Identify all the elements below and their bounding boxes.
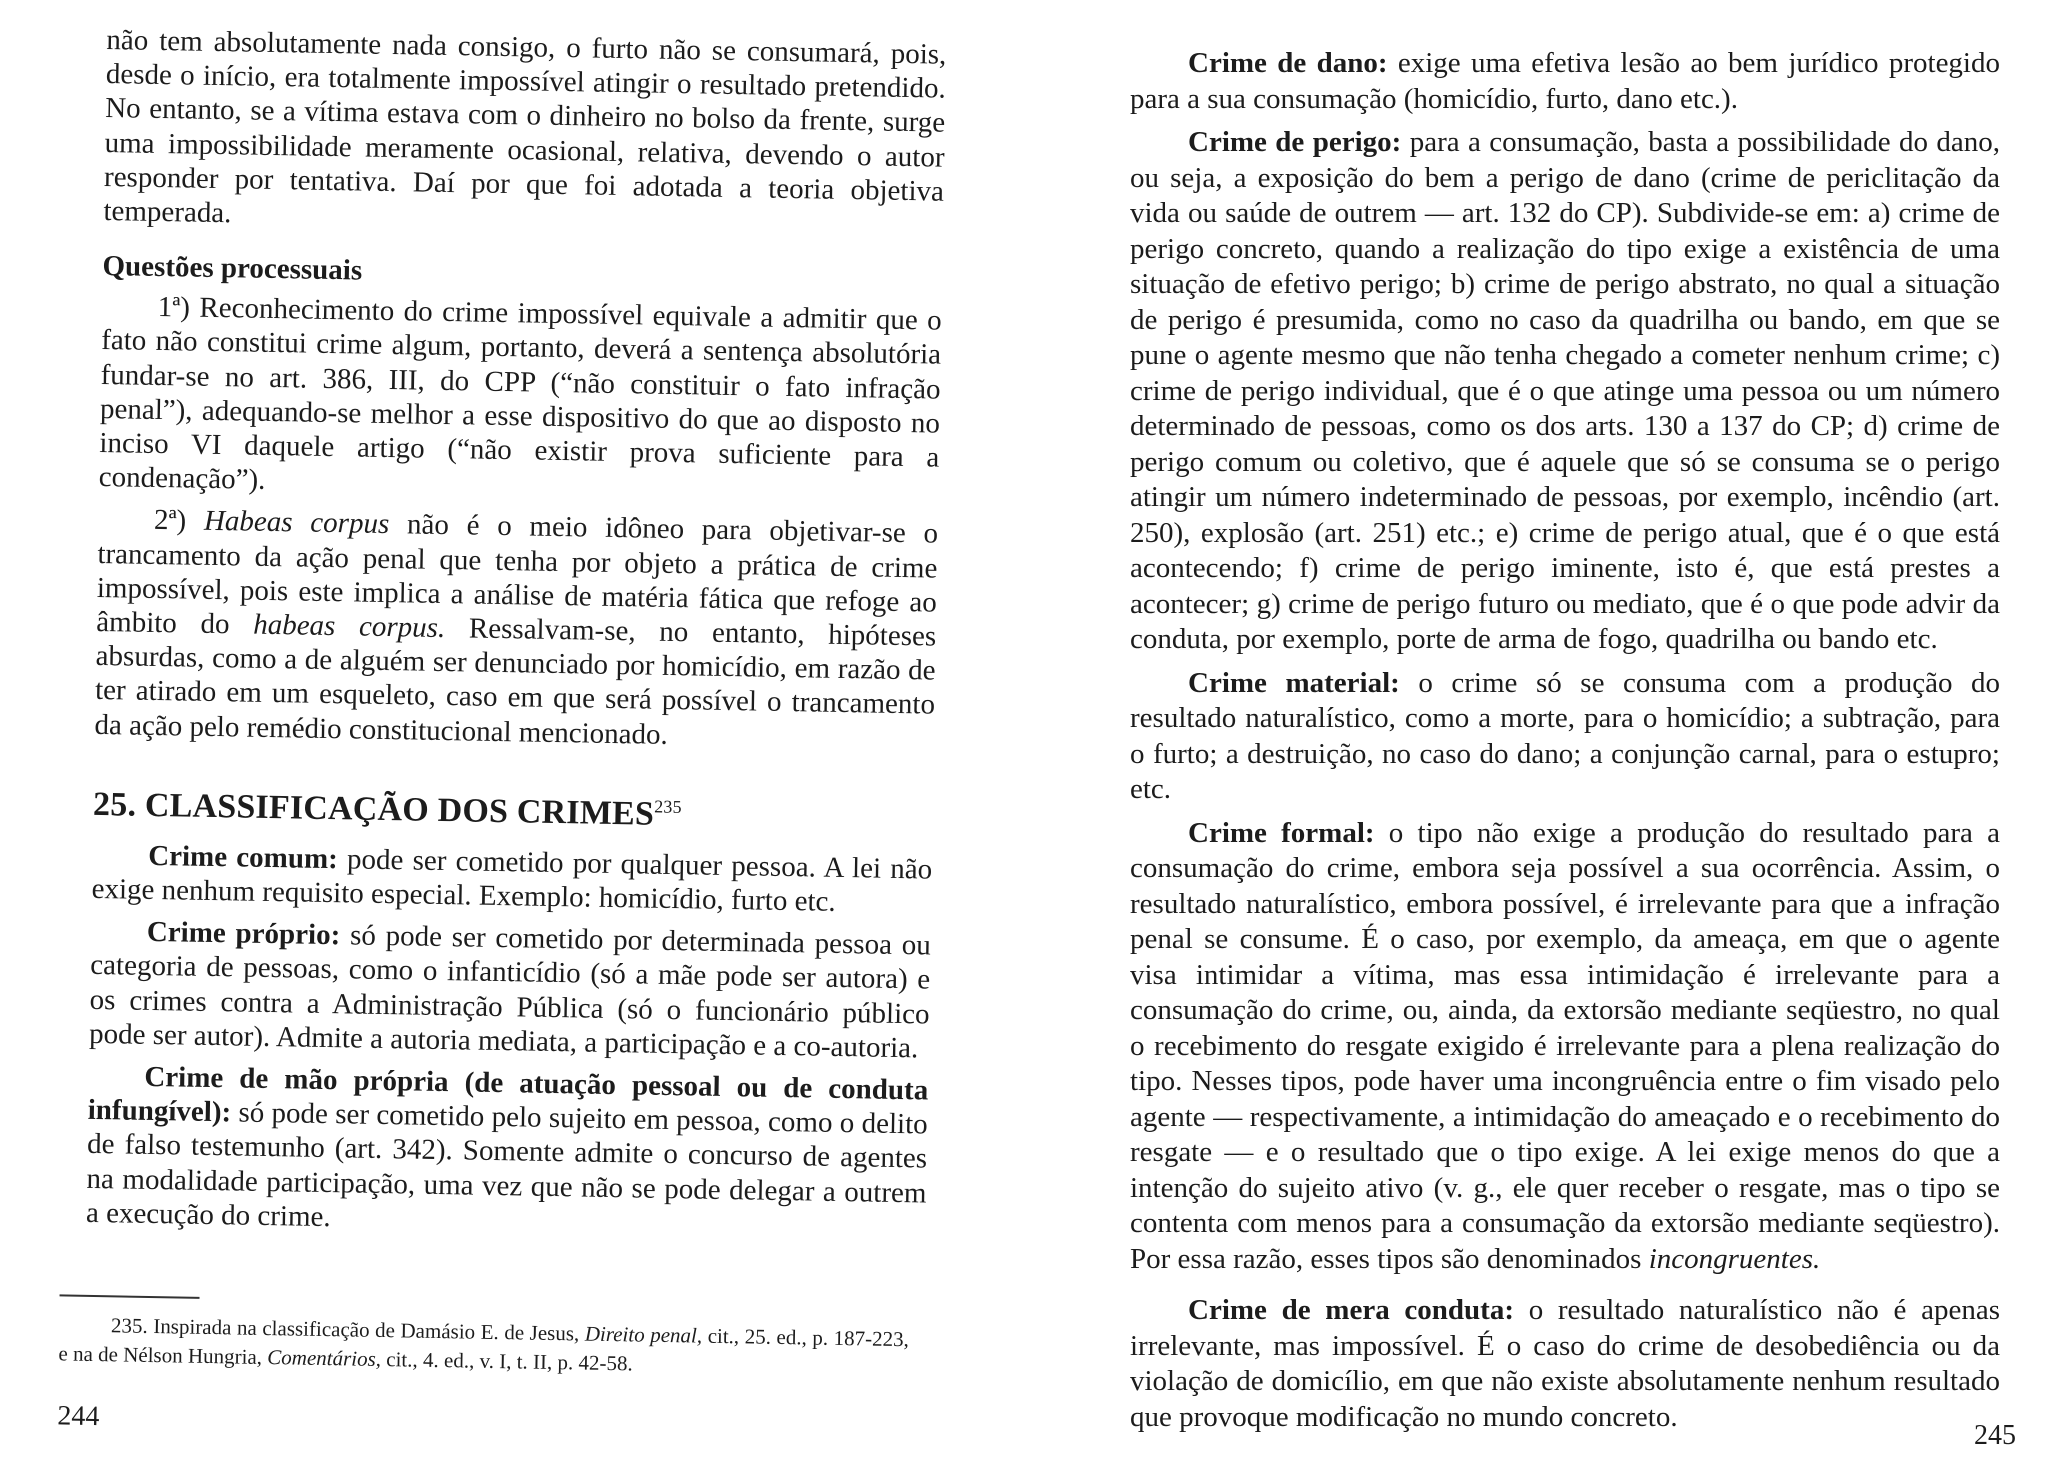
- entry-crime-proprio: [89, 914, 931, 1065]
- question-2-term-2: habeas corpus.: [252, 608, 446, 645]
- footnote-text-1: Inspirada na classificação de Damásio E. de Jesus,: [153, 1314, 580, 1346]
- question-2-term-1: Habeas corpus: [203, 505, 390, 541]
- entry-term: Crime de dano:: [1188, 47, 1388, 79]
- entry-term: Crime de mão própria (de atuação pessoal ou de conduta infungível):: [87, 1060, 929, 1129]
- page-number-right: 245: [1974, 1420, 2016, 1451]
- question-2-paragraph: [94, 502, 938, 756]
- question-1-text: Reconhecimento do crime impossível equivale a admitir que o fato não constitui crime algum, portanto, deverá a sentença absolutória fundar-se no art. 386, III, do CPP (“não constituir o fato infração penal”), adequando-se melhor a esse dispositivo do que ao disposto no inciso VI daquele artigo (“não existir prova suficiente para a condenação”).: [98, 291, 942, 497]
- entry-text: o tipo não exige a produção do resultado para a consumação do crime, embora seja possível a sua ocorrência. Assim, o resultado naturalístico, embora possível, é irrelevante para que a infração penal se consume. É o caso, por exemplo, da ameaça, em que o agente visa intimidar a vítima, mas essa intimidação é irrelevante para a consumação do crime, ou, ainda, da extorsão mediante seqüestro, no qual o recebimento do resgate exigido é irrelevante para a plena realização do tipo. Nesses tipos, pode haver uma incongruência entre o fim visado pelo agente — respectivamente, a intimidação do ameaçado e o recebimento do resgate — e o resultado que o tipo exige. A lei exige menos do que a intenção do sujeito ativo (v. g., ele quer receber o resgate, mas o tipo se contenta com menos para a consumação da extorsão mediante seqüestro). Por essa razão, esses tipos são denominados: [1130, 816, 2000, 1275]
- question-2-text-2: Ressalvam-se, no entanto, hipóteses absurdas, como a de alguém ser denunciado por homicídio, em razão de ter atirado em um esqueleto, caso em que será possível o trancamento da ação pelo remédio constitucional mencionado.: [94, 612, 937, 751]
- footnote-text-3: cit., 4. ed., v. I, t. II, p. 42-58.: [386, 1347, 633, 1376]
- entry-crime-de-dano: [1130, 46, 2000, 117]
- entry-crime-comum: [91, 838, 932, 921]
- left-page: [12, 0, 1036, 1433]
- left-text-block: [86, 23, 947, 1245]
- entry-crime-material: [1130, 666, 2000, 808]
- footnote-work-2: Comentários,: [267, 1345, 382, 1372]
- entry-crime-mera-conduta: [1130, 1293, 2000, 1435]
- question-1-number: 1ª): [157, 291, 191, 324]
- entry-term: Crime formal:: [1188, 816, 1375, 849]
- subheading-questoes: Questões processuais: [102, 250, 363, 287]
- entry-term: Crime comum:: [147, 839, 339, 876]
- footnote-text-2: cit., 25. ed., p. 187-223, e na de Nélson Hungria,: [58, 1323, 910, 1369]
- section-footnote-ref: 235: [654, 796, 682, 817]
- question-2-text-1: não é o meio idôneo para objetivar-se o trancamento da ação penal que tenha por objeto a prática de crime impossível, pois este implica a análise de matéria fática que refoge ao âmbito do: [96, 508, 939, 641]
- intro-paragraph: não tem absolutamente nada consigo, o furto não se consumará, pois, desde o início, era totalmente impossível atingir o resultado pretendido. No entanto, se a vítima estava com o dinheiro no bolso da frente, surge uma impossibilidade meramente ocasional, relativa, devendo o autor responder por tentativa. Daí por que foi adotada a teoria objetiva temperada.: [103, 24, 947, 230]
- entry-text: o resultado naturalístico não é apenas irrelevante, mas impossível. É o caso do crime de desobediência ou da violação de domicílio, em que não existe absolutamente nenhum resultado que provoque modificação no mundo concreto.: [1130, 1294, 2000, 1433]
- entry-text: só pode ser cometido por determinada pessoa ou categoria de pessoas, como o infanticídio (só a mãe pode ser autora) e os crimes contra a Administração Pública (só o funcionário público pode ser autor). Admite a autoria mediata, a participação e a co-autoria.: [88, 919, 932, 1065]
- entry-text: exige uma efetiva lesão ao bem jurídico protegido para a sua consumação (homicídio, furto, dano etc.).: [1130, 47, 2000, 115]
- entry-crime-de-perigo: [1130, 125, 2000, 658]
- footnote-work-1: Direito penal,: [584, 1321, 703, 1348]
- entry-text: pode ser cometido por qualquer pessoa. A lei não exige nenhum requisito especial. Exemplo: homicídio, furto etc.: [91, 843, 933, 918]
- question-1-paragraph: [99, 289, 942, 509]
- footnote-number: 235.: [110, 1313, 148, 1338]
- entry-text: para a consumação, basta a possibilidade do dano, ou seja, a exposição do bem a perigo de dano (crime de periclitação da vida ou saúde de outrem — art. 132 do CP). Subdivide-se em: a) crime de perigo concreto, quando a realização do tipo exige a existência de uma situação de efetivo perigo; b) crime de perigo abstrato, no qual a situação de perigo é presumida, como no caso da quadrilha ou bando, em que se pune o agente mesmo que não tenha chegado a cometer nenhum crime; c) crime de perigo individual, que é o que atinge uma pessoa ou um número determinado de pessoas, como os dos arts. 130 a 137 do CP; d) crime de perigo comum ou coletivo, que é aquele que só se consuma se o perigo atingir um número indeterminado de pessoas, por exemplo, incêndio (art. 250), explosão (art. 251) etc.; e) crime de perigo atual, que é o que está acontecendo; f) crime de perigo iminente, isto é, que está prestes a acontecer; g) crime de perigo futuro ou mediato, que é o que pode advir da conduta, por exemplo, porte de arma de fogo, quadrilha ou bando etc.: [1130, 126, 2000, 655]
- entry-term: Crime de mera conduta:: [1188, 1294, 1514, 1326]
- page-number-left: 244: [57, 1400, 100, 1433]
- section-title: 25. CLASSIFICAÇÃO DOS CRIMES: [92, 785, 655, 833]
- entry-crime-formal: [1130, 816, 2000, 1278]
- footnote-235: [58, 1310, 909, 1383]
- entry-term: Crime material:: [1188, 666, 1400, 699]
- question-2-number: 2ª): [153, 504, 187, 537]
- footnote-rule: [60, 1294, 200, 1298]
- entry-crime-mao-propria: [86, 1059, 929, 1245]
- entry-emphasis: incongruentes.: [1648, 1242, 1821, 1275]
- right-text-block: [1130, 46, 2000, 1435]
- entry-text: só pode ser cometido pelo sujeito em pessoa, como o delito de falso testemunho (art. 342). Somente admite o concurso de agentes na modalidade participação, uma vez que não se pode delegar a outrem a execução do crime.: [85, 1096, 928, 1234]
- entry-text: o crime só se consuma com a produção do resultado naturalístico, como a morte, para o homicídio; a subtração, para o furto; a destruição, no caso do dano; a conjunção carnal, para o estupro; etc.: [1130, 666, 2001, 805]
- entry-term: Crime de perigo:: [1188, 126, 1402, 158]
- section-heading: [93, 786, 934, 839]
- entry-term: Crime próprio:: [146, 916, 341, 952]
